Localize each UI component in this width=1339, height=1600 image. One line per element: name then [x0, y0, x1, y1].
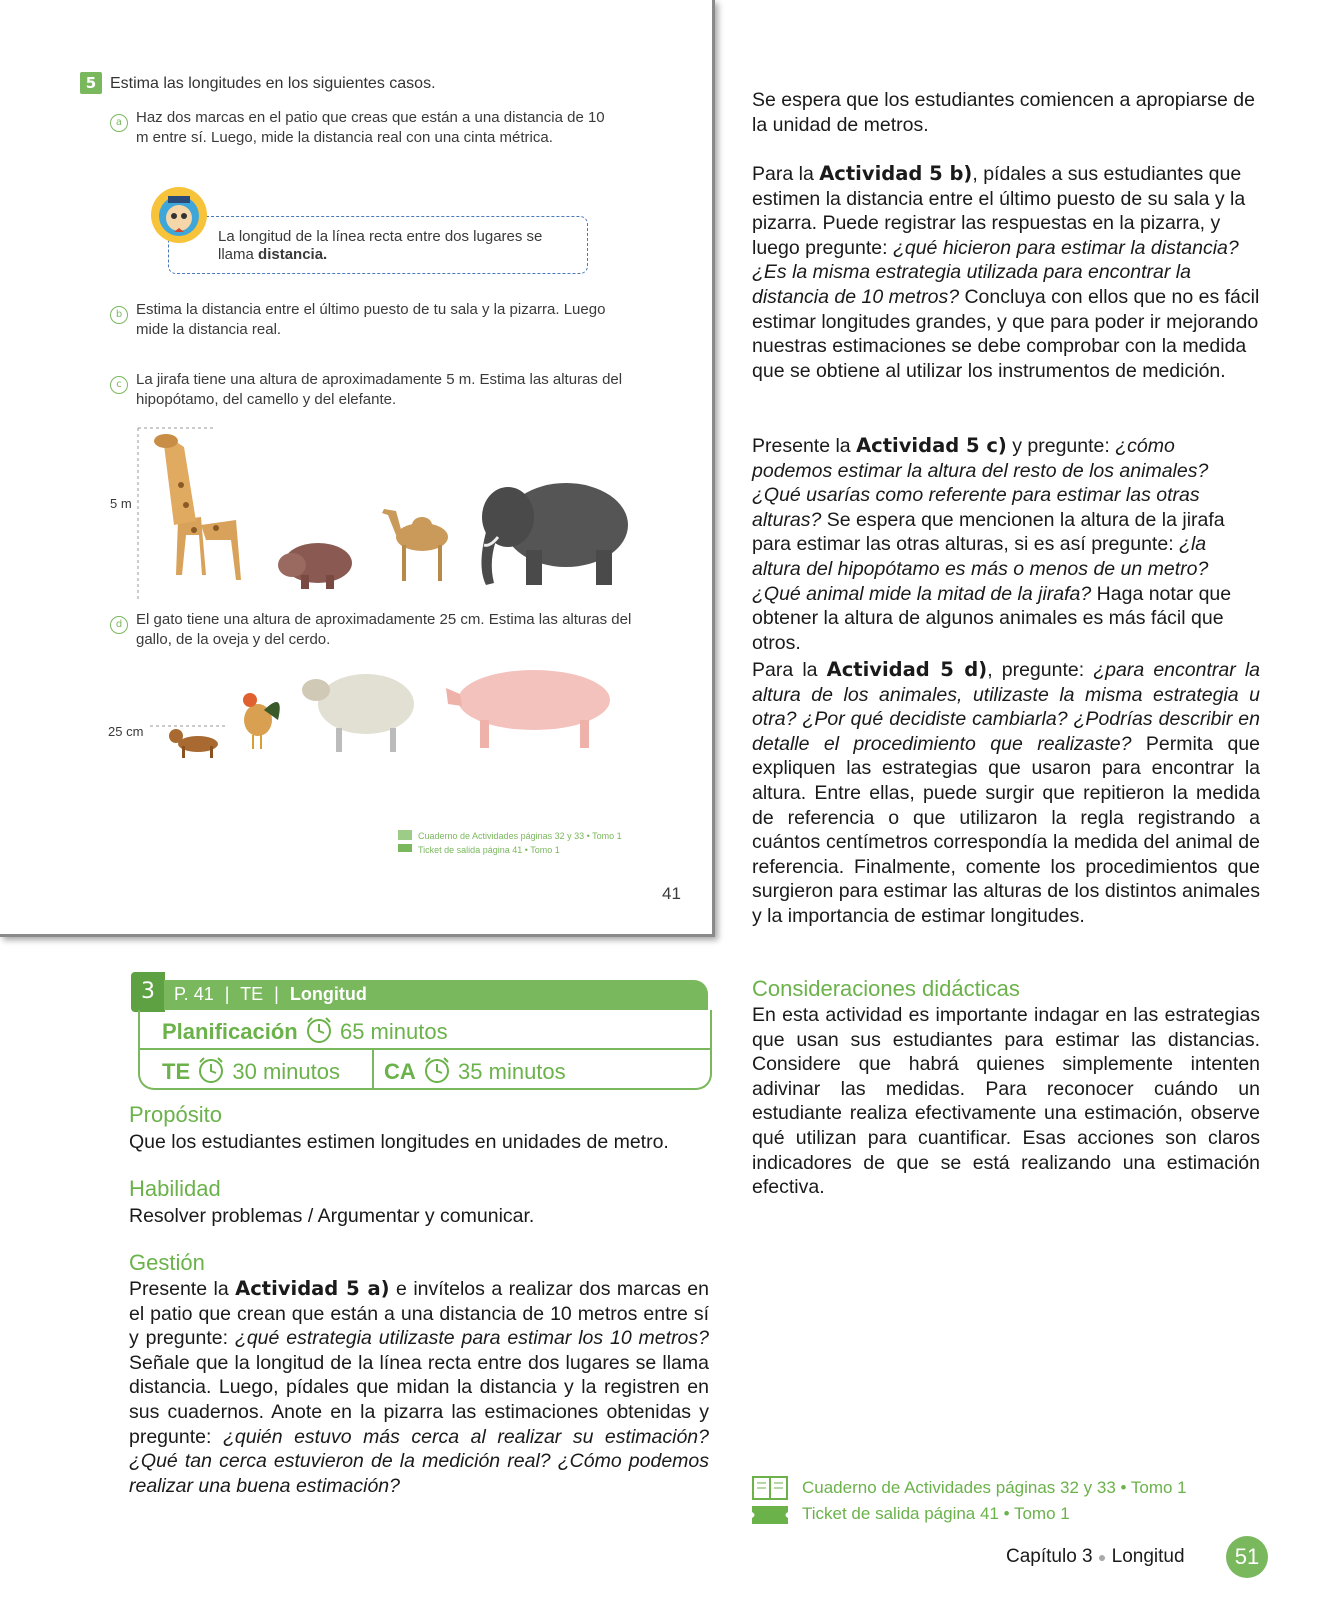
ca-time: 35 minutos — [458, 1058, 566, 1084]
page-number: 51 — [1226, 1536, 1268, 1578]
page-ref: P. 41 — [174, 984, 214, 1004]
right-paragraph-4: Para la Actividad 5 d), pregunte: ¿para encontrar la altura de los animales, utilizaste la misma estrategia u otra? ¿Por qué decidiste cambiarla? ¿Podrías describir en detalle el procedimiento que realizaste? Permita que expliquen las estrategias que usaron para encontrar la altura. Entre ellas, puede surgir que repitieron la medida de referencia o que utilizaron la regla registrando a cuántos centímetros correspondía la medida del animal de referencia. Finalmente, comente los procedimientos que surgieron para estimar las alturas de los distintos animales y la importancia de estimar longitudes. — [752, 658, 1260, 927]
item-letter-b-icon: b — [110, 302, 128, 324]
pig-icon — [446, 670, 610, 748]
habilidad-title: Habilidad — [129, 1176, 221, 1201]
item-c-text: La jirafa tiene una altura de aproximadamente 5 m. Estima las alturas del hipopótamo, del camello y del elefante. — [136, 371, 623, 408]
chapter-label: Capítulo 3 ● Longitud — [1006, 1546, 1185, 1567]
planning-label: Planificación — [162, 1018, 298, 1044]
gestion-text: Presente la Actividad 5 a) e invítelos a realizar dos marcas en el patio que crean que están a una distancia de 10 metros entre sí y pregunte: ¿qué estrategia utilizaste para estimar los 10 metros? Señale que la longitud de la línea recta entre dos lugares se llama distancia. Luego, pídales que midan la distancia y la registren en sus cuadernos. Anote en la pizarra las estimaciones obtenidas y pregunte: ¿quién estuvo más cerca al realizar su estimación? ¿Qué tan cerca estuvieron de la medición real? ¿Cómo podemos realizar una buena estimación? — [129, 1277, 710, 1497]
te-label: TE — [162, 1058, 191, 1084]
animals-illustration-small — [150, 660, 650, 770]
footer-ref-activities: Cuaderno de Actividades páginas 32 y 33 • Tomo 1 — [802, 1478, 1187, 1497]
student-page — [0, 0, 715, 937]
ca-label: CA — [384, 1058, 416, 1084]
item-letter-a-icon: a — [110, 110, 128, 132]
right-paragraph-3: Presente la Actividad 5 c) y pregunte: ¿cómo podemos estimar la altura del resto de los animales? ¿Qué usarías como referente para estimar las otras alturas? Se espera que mencionen la altura de la jirafa para estimar las otras alturas, si es así pregunte: ¿la altura del hipopótamo es más o menos de un metro? ¿Qué animal mide la mitad de la jirafa? Haga notar que obtener la altura de algunos animales es más fácil que otros. — [752, 434, 1232, 654]
rooster-icon — [243, 693, 280, 749]
habilidad-text: Resolver problemas / Argumentar y comunicar. — [129, 1205, 535, 1227]
label-25cm: 25 cm — [108, 724, 144, 739]
proposito-title: Propósito — [129, 1102, 222, 1127]
gestion-title: Gestión — [129, 1250, 205, 1275]
sheep-icon — [302, 674, 414, 752]
right-paragraph-1: Se espera que los estudiantes comiencen a apropiarse de la unidad de metros. — [752, 89, 1255, 136]
item-letter-d-icon: d — [110, 612, 128, 634]
footer-ref-ticket: Ticket de salida página 41 • Tomo 1 — [802, 1504, 1070, 1523]
clock-icon — [196, 1056, 226, 1090]
clock-icon — [304, 1016, 334, 1050]
item-a-text: Haz dos marcas en el patio que creas que están a una distancia de 10 m entre sí. Luego, mide la distancia real con una cinta métrica. — [136, 109, 605, 146]
camel-icon — [382, 509, 448, 581]
animals-illustration-large — [106, 425, 646, 605]
item-b-text: Estima la distancia entre el último puesto de tu sala y la pizarra. Luego mide la distancia real. — [136, 301, 606, 338]
hippo-icon — [278, 543, 352, 589]
student-ref-activities: Cuaderno de Actividades páginas 32 y 33 • Tomo 1 — [418, 831, 622, 841]
exercise-number: 5 — [80, 72, 102, 94]
te-time: 30 minutos — [232, 1058, 340, 1084]
ticket-icon — [398, 844, 412, 852]
planning-box — [138, 1010, 712, 1090]
ticket-icon — [752, 1506, 788, 1528]
elephant-icon — [481, 483, 628, 585]
student-ref-ticket: Ticket de salida página 41 • Tomo 1 — [418, 845, 560, 855]
section-number: 3 — [131, 972, 165, 1012]
clock-icon — [422, 1056, 452, 1090]
book-icon — [752, 1476, 788, 1504]
giraffe-icon — [154, 434, 241, 580]
book-icon — [398, 830, 412, 840]
proposito-text: Que los estudiantes estimen longitudes en unidades de metro. — [129, 1131, 669, 1153]
consideraciones-text: En esta actividad es importante indagar en las estrategias que usan sus estudiantes para estimar las distancias. Considere que habrá quienes simplemente intenten adivinar las medidas. Para reconocer cuándo un estudiante realiza efectivamente una estimación, observe qué utilizan para cuantificar. Esas acciones son claros indicadores de que se está realizando una estimación efectiva. — [752, 1004, 1260, 1199]
right-paragraph-2: Para la Actividad 5 b), pídales a sus estudiantes que estimen la distancia entre el último puesto de su sala y la pizarra. Puede registrar las respuestas en la pizarra, y luego pregunte: ¿qué hicieron para estimar la distancia? ¿Es la misma estrategia utilizada para encontrar la distancia de 10 metros? Concluya con ellos que no es fácil estimar longitudes grandes, y que para poder ir mejorando nuestras estimaciones se debe comprobar con la medida que se obtiene al utilizar los instrumentos de medición. — [752, 162, 1260, 382]
te-tag: TE — [240, 984, 264, 1004]
item-letter-c-icon: c — [110, 372, 128, 394]
label-5m: 5 m — [110, 496, 132, 511]
item-d-text: El gato tiene una altura de aproximadamente 25 cm. Estima las alturas del gallo, de la oveja y del cerdo. — [136, 611, 632, 648]
mascot-icon — [150, 186, 208, 244]
consideraciones-title: Consideraciones didácticas — [752, 976, 1020, 1001]
planning-time: 65 minutos — [339, 1018, 448, 1044]
student-page-number: 41 — [662, 884, 681, 903]
cat-icon — [169, 729, 218, 758]
header-bar: P. 41 | TE | Longitud — [164, 980, 708, 1010]
tip-text: La longitud de la línea recta entre dos lugares se llama distancia. — [218, 228, 543, 263]
topic-tag: Longitud — [289, 984, 367, 1004]
exercise-title: Estima las longitudes en los siguientes casos. — [110, 75, 436, 92]
